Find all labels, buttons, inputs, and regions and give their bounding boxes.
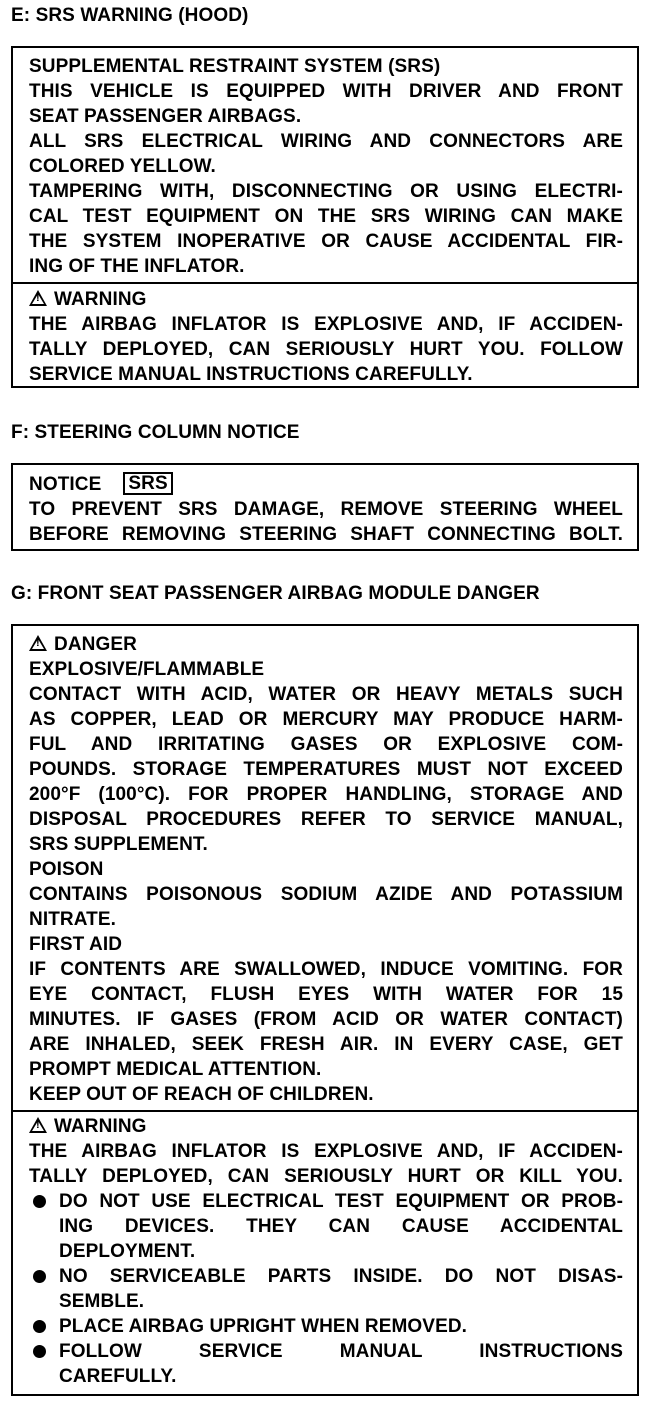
notice-title-text: NOTICE (29, 474, 102, 495)
bullet-item (29, 1189, 623, 1214)
srs-info-line: COLORED YELLOW. (29, 156, 216, 177)
danger-line: ARE INHALED, SEEK FRESH AIR. IN EVERY CASE, GET (29, 1034, 623, 1055)
danger-line: EYE CONTACT, FLUSH EYES WITH WATER FOR 15 (29, 984, 623, 1005)
bullet-text: NO SERVICEABLE PARTS INSIDE. DO NOT DISAS- (59, 1266, 623, 1287)
bullet-continuation: CAREFULLY. (59, 1366, 177, 1387)
warning-triangle-icon (29, 290, 47, 306)
danger-line: FUL AND IRRITATING GASES OR EXPLOSIVE COM- (29, 734, 623, 755)
warning-title (29, 1114, 623, 1139)
warning-line: SERVICE MANUAL INSTRUCTIONS CAREFULLY. (29, 364, 473, 385)
danger-line: IF CONTENTS ARE SWALLOWED, INDUCE VOMITING. FOR (29, 959, 623, 980)
section-e-heading: E: SRS WARNING (HOOD) (11, 5, 249, 26)
bullet-item (29, 1314, 623, 1339)
section-g-heading: G: FRONT SEAT PASSENGER AIRBAG MODULE DANGER (11, 583, 540, 604)
bullet-item (29, 1339, 623, 1364)
srs-info-line: ALL SRS ELECTRICAL WIRING AND CONNECTORS ARE (29, 131, 623, 152)
warning-line: THE AIRBAG INFLATOR IS EXPLOSIVE AND, IF ACCIDEN- (29, 314, 623, 335)
warning-triangle-icon (29, 1117, 47, 1133)
warning-line: TALLY DEPLOYED, CAN SERIOUSLY HURT YOU. FOLLOW (29, 339, 623, 360)
srs-info-line: THE SYSTEM INOPERATIVE OR CAUSE ACCIDENTAL FIR- (29, 231, 623, 252)
danger-line: CONTACT WITH ACID, WATER OR HEAVY METALS SUCH (29, 684, 623, 705)
srs-warning-label (11, 46, 639, 388)
danger-line: DISPOSAL PROCEDURES REFER TO SERVICE MANUAL, (29, 809, 623, 830)
bullet-continuation: DEPLOYMENT. (59, 1241, 196, 1262)
bullet-dot-icon (33, 1320, 46, 1333)
notice-title (29, 472, 623, 497)
bullet-dot-icon (33, 1195, 46, 1208)
danger-line: POISON (29, 859, 104, 880)
danger-line: MINUTES. IF GASES (FROM ACID OR WATER CONTACT) (29, 1009, 623, 1030)
danger-title (29, 632, 623, 657)
airbag-module-danger-label (11, 624, 639, 1396)
steering-column-notice-label (11, 463, 639, 551)
srs-info-line: SUPPLEMENTAL RESTRAINT SYSTEM (SRS) (29, 56, 441, 77)
danger-line: 200°F (100°C). FOR PROPER HANDLING, STORAGE AND (29, 784, 623, 805)
bullet-text: PLACE AIRBAG UPRIGHT WHEN REMOVED. (59, 1316, 468, 1337)
srs-info-line: THIS VEHICLE IS EQUIPPED WITH DRIVER AND FRONT (29, 81, 623, 102)
danger-line: PROMPT MEDICAL ATTENTION. (29, 1059, 322, 1080)
bullet-continuation: ING DEVICES. THEY CAN CAUSE ACCIDENTAL (59, 1216, 623, 1237)
warning-line: THE AIRBAG INFLATOR IS EXPLOSIVE AND, IF ACCIDEN- (29, 1141, 623, 1162)
danger-line: EXPLOSIVE/FLAMMABLE (29, 659, 265, 680)
bullet-dot-icon (33, 1270, 46, 1283)
warning-title (29, 287, 623, 312)
bullet-continuation: SEMBLE. (59, 1291, 145, 1312)
warning-line: TALLY DEPLOYED, CAN SERIOUSLY HURT OR KILL YOU. (29, 1166, 623, 1187)
bullet-text: DO NOT USE ELECTRICAL TEST EQUIPMENT OR PROB- (59, 1191, 623, 1212)
srs-info-line: TAMPERING WITH, DISCONNECTING OR USING ELECTRI- (29, 181, 623, 202)
srs-info-line: CAL TEST EQUIPMENT ON THE SRS WIRING CAN MAKE (29, 206, 623, 227)
bullet-text: FOLLOW SERVICE MANUAL INSTRUCTIONS (59, 1341, 623, 1362)
danger-line: NITRATE. (29, 909, 116, 930)
danger-line: KEEP OUT OF REACH OF CHILDREN. (29, 1084, 374, 1105)
warning-title-text: WARNING (54, 289, 147, 310)
srs-info-section (13, 48, 637, 282)
section-f-heading: F: STEERING COLUMN NOTICE (11, 422, 300, 443)
module-warning-section (13, 1110, 637, 1393)
danger-line: FIRST AID (29, 934, 123, 955)
danger-triangle-icon (29, 635, 47, 651)
notice-line: BEFORE REMOVING STEERING SHAFT CONNECTING BOLT. (29, 524, 623, 545)
notice-section (13, 465, 637, 552)
srs-warning-section (13, 282, 637, 391)
srs-badge: SRS (123, 472, 172, 495)
bullet-item (29, 1264, 623, 1289)
srs-info-line: SEAT PASSENGER AIRBAGS. (29, 106, 302, 127)
danger-line: SRS SUPPLEMENT. (29, 834, 208, 855)
srs-info-line: ING OF THE INFLATOR. (29, 256, 245, 277)
bullet-dot-icon (33, 1345, 46, 1358)
danger-title-text: DANGER (54, 634, 137, 655)
danger-section (13, 626, 637, 1110)
danger-line: CONTAINS POISONOUS SODIUM AZIDE AND POTASSIUM (29, 884, 623, 905)
warning-title-text: WARNING (54, 1116, 147, 1137)
notice-line: TO PREVENT SRS DAMAGE, REMOVE STEERING WHEEL (29, 499, 623, 520)
danger-line: AS COPPER, LEAD OR MERCURY MAY PRODUCE HARM- (29, 709, 623, 730)
danger-line: POUNDS. STORAGE TEMPERATURES MUST NOT EXCEED (29, 759, 623, 780)
